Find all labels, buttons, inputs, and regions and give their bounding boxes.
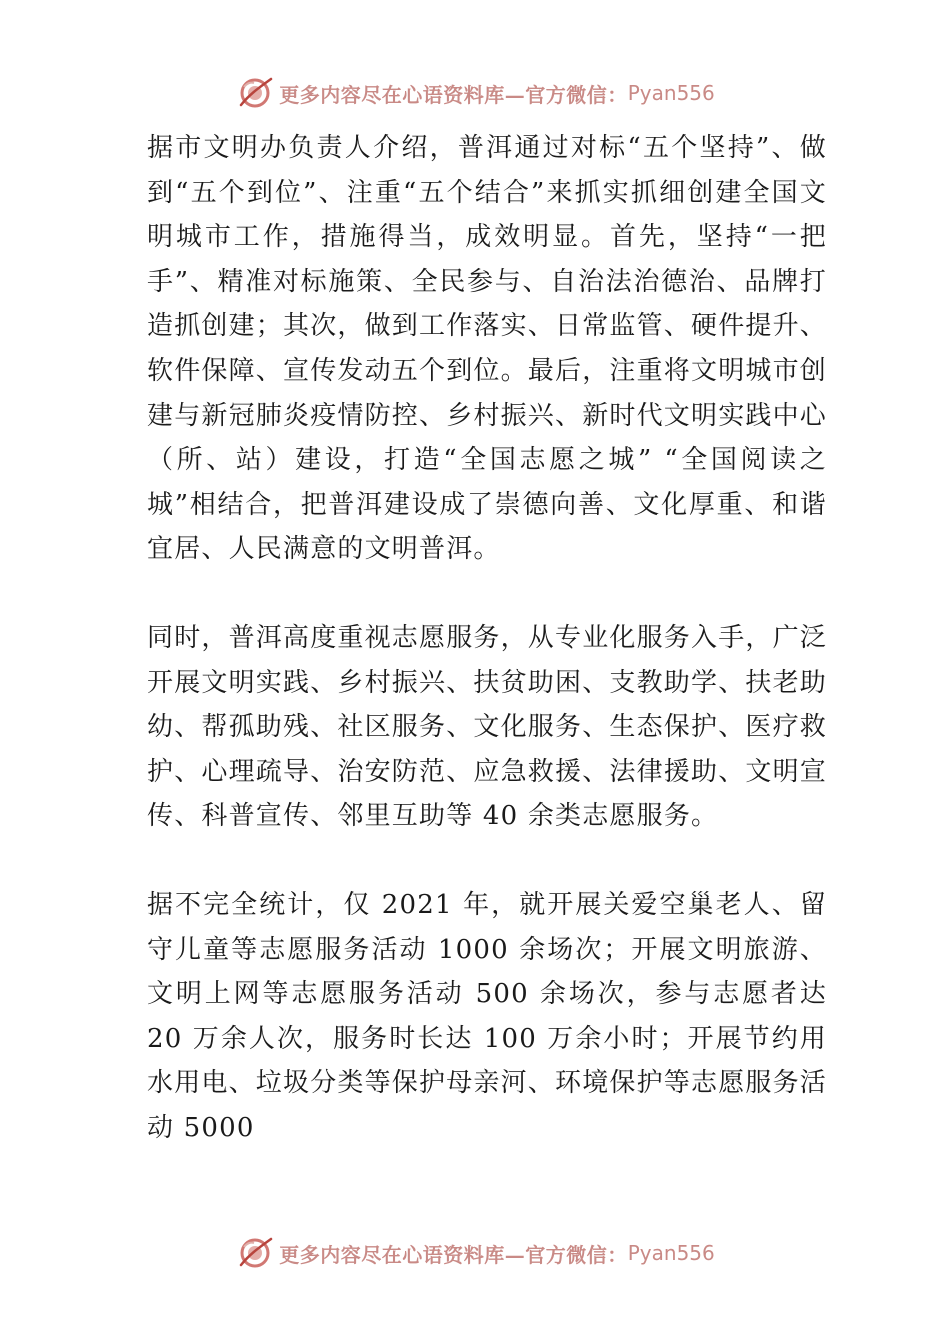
watermark-text: 更多内容尽在心语资料库—官方微信： (279, 82, 628, 107)
brand-logo-icon (235, 1233, 275, 1273)
footer-watermark (0, 1233, 950, 1273)
paragraph-2: 同时，普洱高度重视志愿服务，从专业化服务入手，广泛开展文明实践、乡村振兴、扶贫助困、支教助学、扶老助幼、帮孤助残、社区服务、文化服务、生态保护、医疗救护、心理疏导、治安防范、应急救援、法律援助、文明宣传、科普宣传、邻里互助等 40 余类志愿服务。 (147, 622, 828, 832)
paragraph-3: 据不完全统计，仅 2021 年，就开展关爱空巢老人、留守儿童等志愿服务活动 1000 余场次；开展文明旅游、文明上网等志愿服务活动 500 余场次，参与志愿者达 20 万余人次，服务时长达 100 万余小时；开展节约用水用电、垃圾分类等保护母亲河、环境保护等志愿服务活动 5000 (147, 889, 828, 1143)
watermark-wechat-id: Pyan556 (627, 81, 715, 105)
paragraph-1: 据市文明办负责人介绍，普洱通过对标“五个坚持”、做到“五个到位”、注重“五个结合”来抓实抓细创建全国文明城市工作，措施得当，成效明显。首先，坚持“一把手”、精准对标施策、全民参与、自治法治德治、品牌打造抓创建；其次，做到工作落实、日常监管、硬件提升、软件保障、宣传发动五个到位。最后，注重将文明城市创建与新冠肺炎疫情防控、乡村振兴、新时代文明实践中心（所、站）建设，打造“全国志愿之城” “全国阅读之城”相结合，把普洱建设成了崇德向善、文化厚重、和谐宜居、人民满意的文明普洱。 (147, 133, 828, 565)
watermark-text: 更多内容尽在心语资料库—官方微信： (279, 1242, 628, 1267)
watermark-wechat-id: Pyan556 (627, 1241, 715, 1265)
document-body (147, 126, 827, 1150)
brand-logo-icon (235, 73, 275, 113)
header-watermark (0, 73, 950, 113)
